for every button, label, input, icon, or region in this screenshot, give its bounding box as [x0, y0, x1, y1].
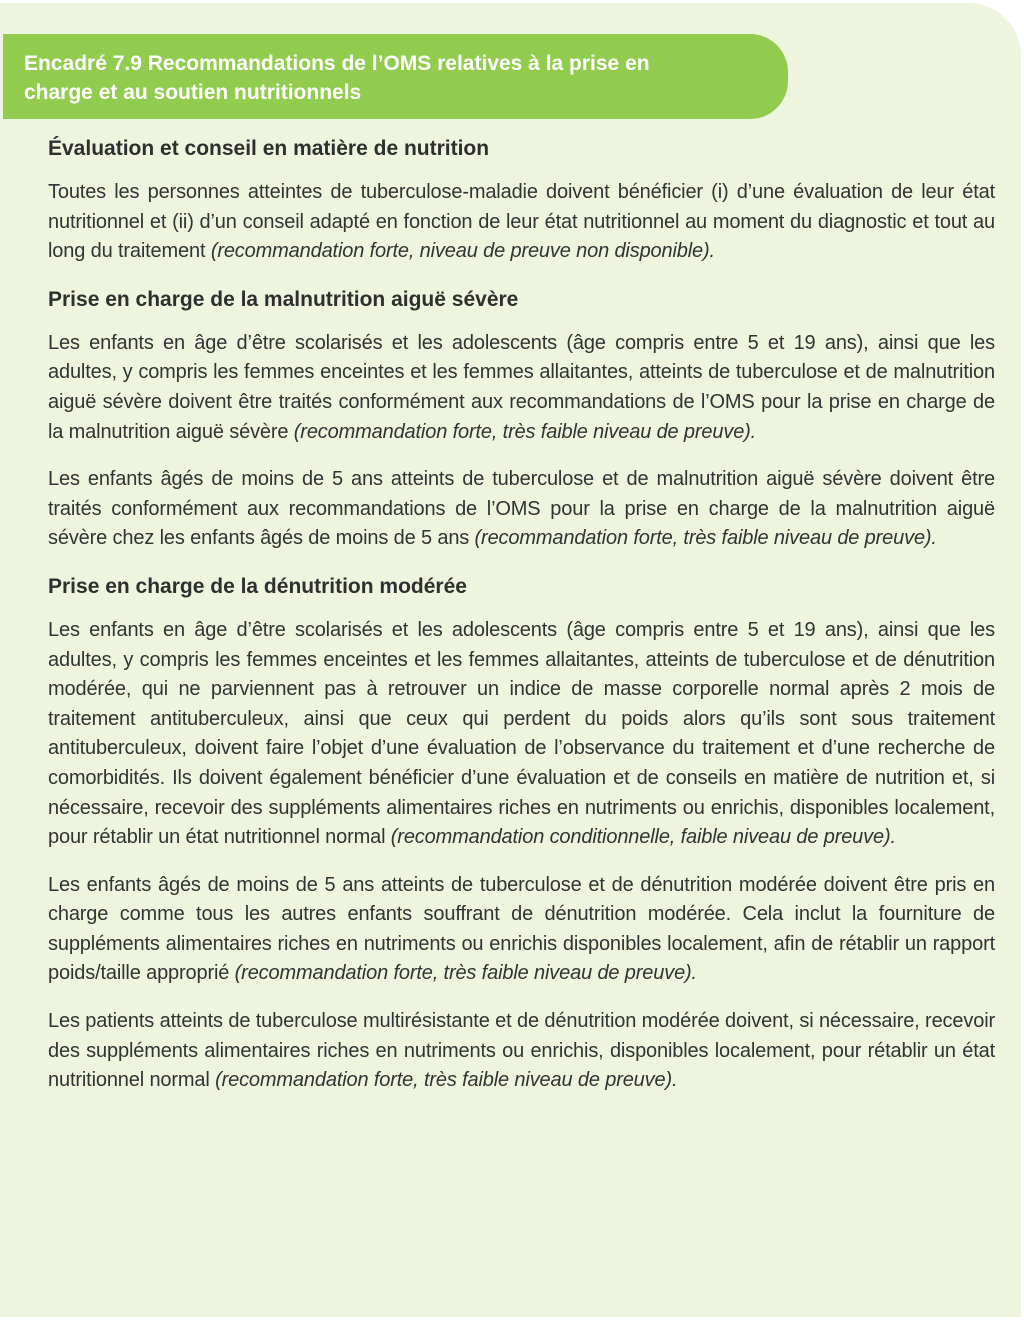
- recommendation-text: Les enfants en âge d’être scolarisés et les adolescents (âge compris entre 5 et 19 ans), ainsi que les adultes, y compris les femmes enceintes et les femmes allaitantes, atteints de tuberculose et de dénutrition modérée, qui ne parviennent pas à retrouver un indice de masse corporelle normal après 2 mois de traitement antituberculeux, ainsi que ceux qui perdent du poids alors qu’ils sont sous traitement antituberculeux, doivent faire l’objet d’une évaluation de l’observance du traitement et d’une recherche de comorbidités. Ils doivent également bénéficier d’une évaluation et de conseils en matière de nutrition et, si nécessaire, recevoir des suppléments alimentaires riches en nutriments ou enrichis, disponibles localement, pour rétablir un état nutritionnel normal: [48, 618, 995, 849]
- recommendation-text: Toutes les personnes atteintes de tuberculose-maladie doivent bénéficier (i) d’une évaluation de leur état nutritionnel et (ii) d’un conseil adapté en fonction de leur état nutritionnel au moment du diagnostic et tout au long du traitement: [48, 181, 995, 263]
- box-content: [48, 134, 995, 1114]
- recommendation-text: Les enfants en âge d’être scolarisés et les adolescents (âge compris entre 5 et 19 ans), ainsi que les adultes, y compris les femmes enceintes et les femmes allaitantes, atteints de tuberculose et de malnutrition aiguë sévère doivent être traités conformément aux recommandations de l’OMS pour la prise en charge de la malnutrition aiguë sévère: [48, 331, 995, 443]
- evidence-note: (recommandation conditionnelle, faible niveau de preuve).: [390, 826, 896, 849]
- recommendation-paragraph: [48, 616, 995, 853]
- section-heading: Prise en charge de la dénutrition modérée: [48, 574, 467, 598]
- recommendation-paragraph: [48, 178, 995, 267]
- recommendation-paragraph: [48, 1007, 995, 1096]
- section-nutrition-assessment: [48, 134, 995, 267]
- evidence-note: (recommandation forte, très faible niveau de preuve).: [234, 962, 697, 985]
- box-title-banner: [3, 34, 788, 119]
- evidence-note: (recommandation forte, niveau de preuve non disponible).: [210, 240, 715, 263]
- evidence-note: (recommandation forte, très faible niveau de preuve).: [474, 527, 937, 550]
- section-heading: Prise en charge de la malnutrition aiguë sévère: [48, 287, 519, 311]
- recommendation-text: Les patients atteints de tuberculose multirésistante et de dénutrition modérée doivent, si nécessaire, recevoir des suppléments alimentaires riches en nutriments ou enrichis, disponibles localement, pour rétablir un état nutritionnel normal: [48, 1010, 995, 1092]
- evidence-note: (recommandation forte, très faible niveau de preuve).: [215, 1069, 678, 1092]
- evidence-note: (recommandation forte, très faible niveau de preuve).: [293, 420, 757, 443]
- section-moderate-undernutrition: [48, 572, 995, 1096]
- box-title-line-1: Encadré 7.9 Recommandations de l’OMS relatives à la prise en: [24, 52, 650, 75]
- recommendation-paragraph: [48, 465, 995, 554]
- section-heading: Évaluation et conseil en matière de nutrition: [48, 137, 490, 160]
- recommendation-text: Les enfants âgés de moins de 5 ans atteints de tuberculose et de malnutrition aiguë sévère doivent être traités conformément aux recommandations de l’OMS pour la prise en charge de la malnutrition aiguë sévère chez les enfants âgés de moins de 5 ans: [48, 468, 995, 550]
- box-title-line-2: charge et au soutien nutritionnels: [24, 81, 362, 104]
- recommendation-paragraph: [48, 329, 995, 447]
- recommendation-paragraph: [48, 871, 995, 989]
- section-severe-acute-malnutrition: [48, 285, 995, 554]
- recommendation-text: Les enfants âgés de moins de 5 ans atteints de tuberculose et de dénutrition modérée doivent être pris en charge comme tous les autres enfants souffrant de dénutrition modérée. Cela inclut la fourniture de suppléments alimentaires riches en nutriments ou enrichis disponibles localement, afin de rétablir un rapport poids/taille approprié: [48, 873, 995, 985]
